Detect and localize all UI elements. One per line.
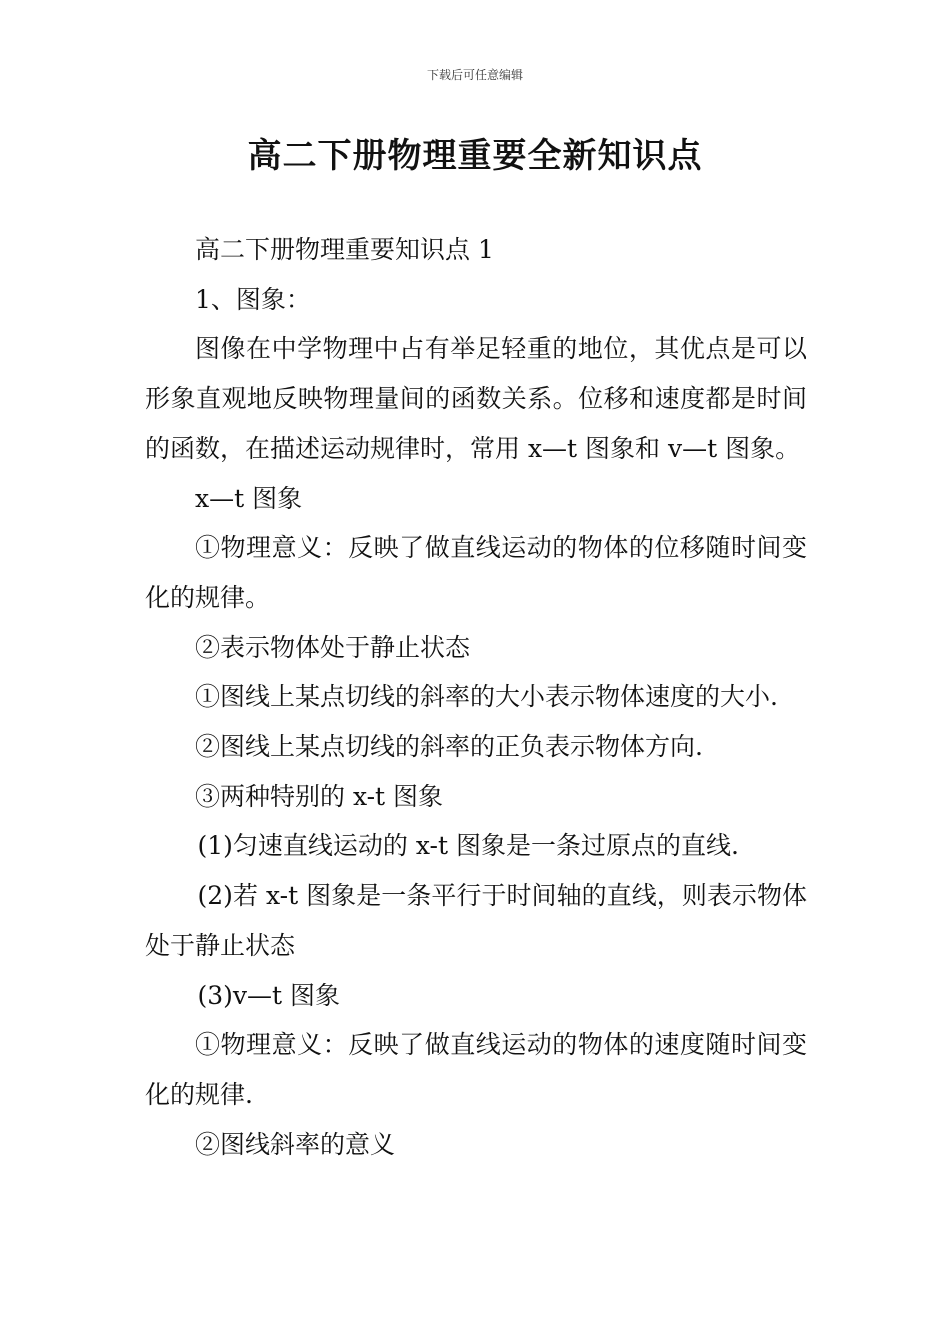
body-paragraph: ③两种特别的 x-t 图象 (195, 781, 444, 811)
body-paragraph: ②图线上某点切线的斜率的正负表示物体方向. (195, 732, 703, 762)
body-paragraph: 图像在中学物理中占有举足轻重的地位，其优点是可以形象直观地反映物理量间的函数关系。位移和速度都是时间的函数，在描述运动规律时，常用 x—t 图象和 v—t 图象。 (145, 334, 807, 463)
body-paragraph: ①图线上某点切线的斜率的大小表示物体速度的大小. (195, 682, 778, 712)
subsection-heading: 1、图象： (195, 284, 311, 314)
body-paragraph: ②图线斜率的意义 (195, 1129, 396, 1159)
subsection-heading: x—t 图象 (195, 483, 303, 513)
body-paragraph: ①物理意义：反映了做直线运动的物体的位移随时间变化的规律。 (145, 533, 807, 612)
document-body (145, 225, 807, 1169)
section-heading: 高二下册物理重要知识点 1 (195, 235, 494, 264)
body-paragraph: ②表示物体处于静止状态 (195, 632, 471, 662)
body-paragraph: (1)匀速直线运动的 x-t 图象是一条过原点的直线. (197, 831, 739, 861)
header-note: 下载后可任意编辑 (426, 68, 523, 82)
subsection-heading: (3)v—t 图象 (197, 980, 341, 1010)
body-paragraph: (2)若 x-t 图象是一条平行于时间轴的直线，则表示物体处于静止状态 (145, 881, 807, 960)
body-paragraph: ①物理意义：反映了做直线运动的物体的速度随时间变化的规律. (145, 1030, 807, 1109)
document-title: 高二下册物理重要全新知识点 (247, 136, 703, 176)
